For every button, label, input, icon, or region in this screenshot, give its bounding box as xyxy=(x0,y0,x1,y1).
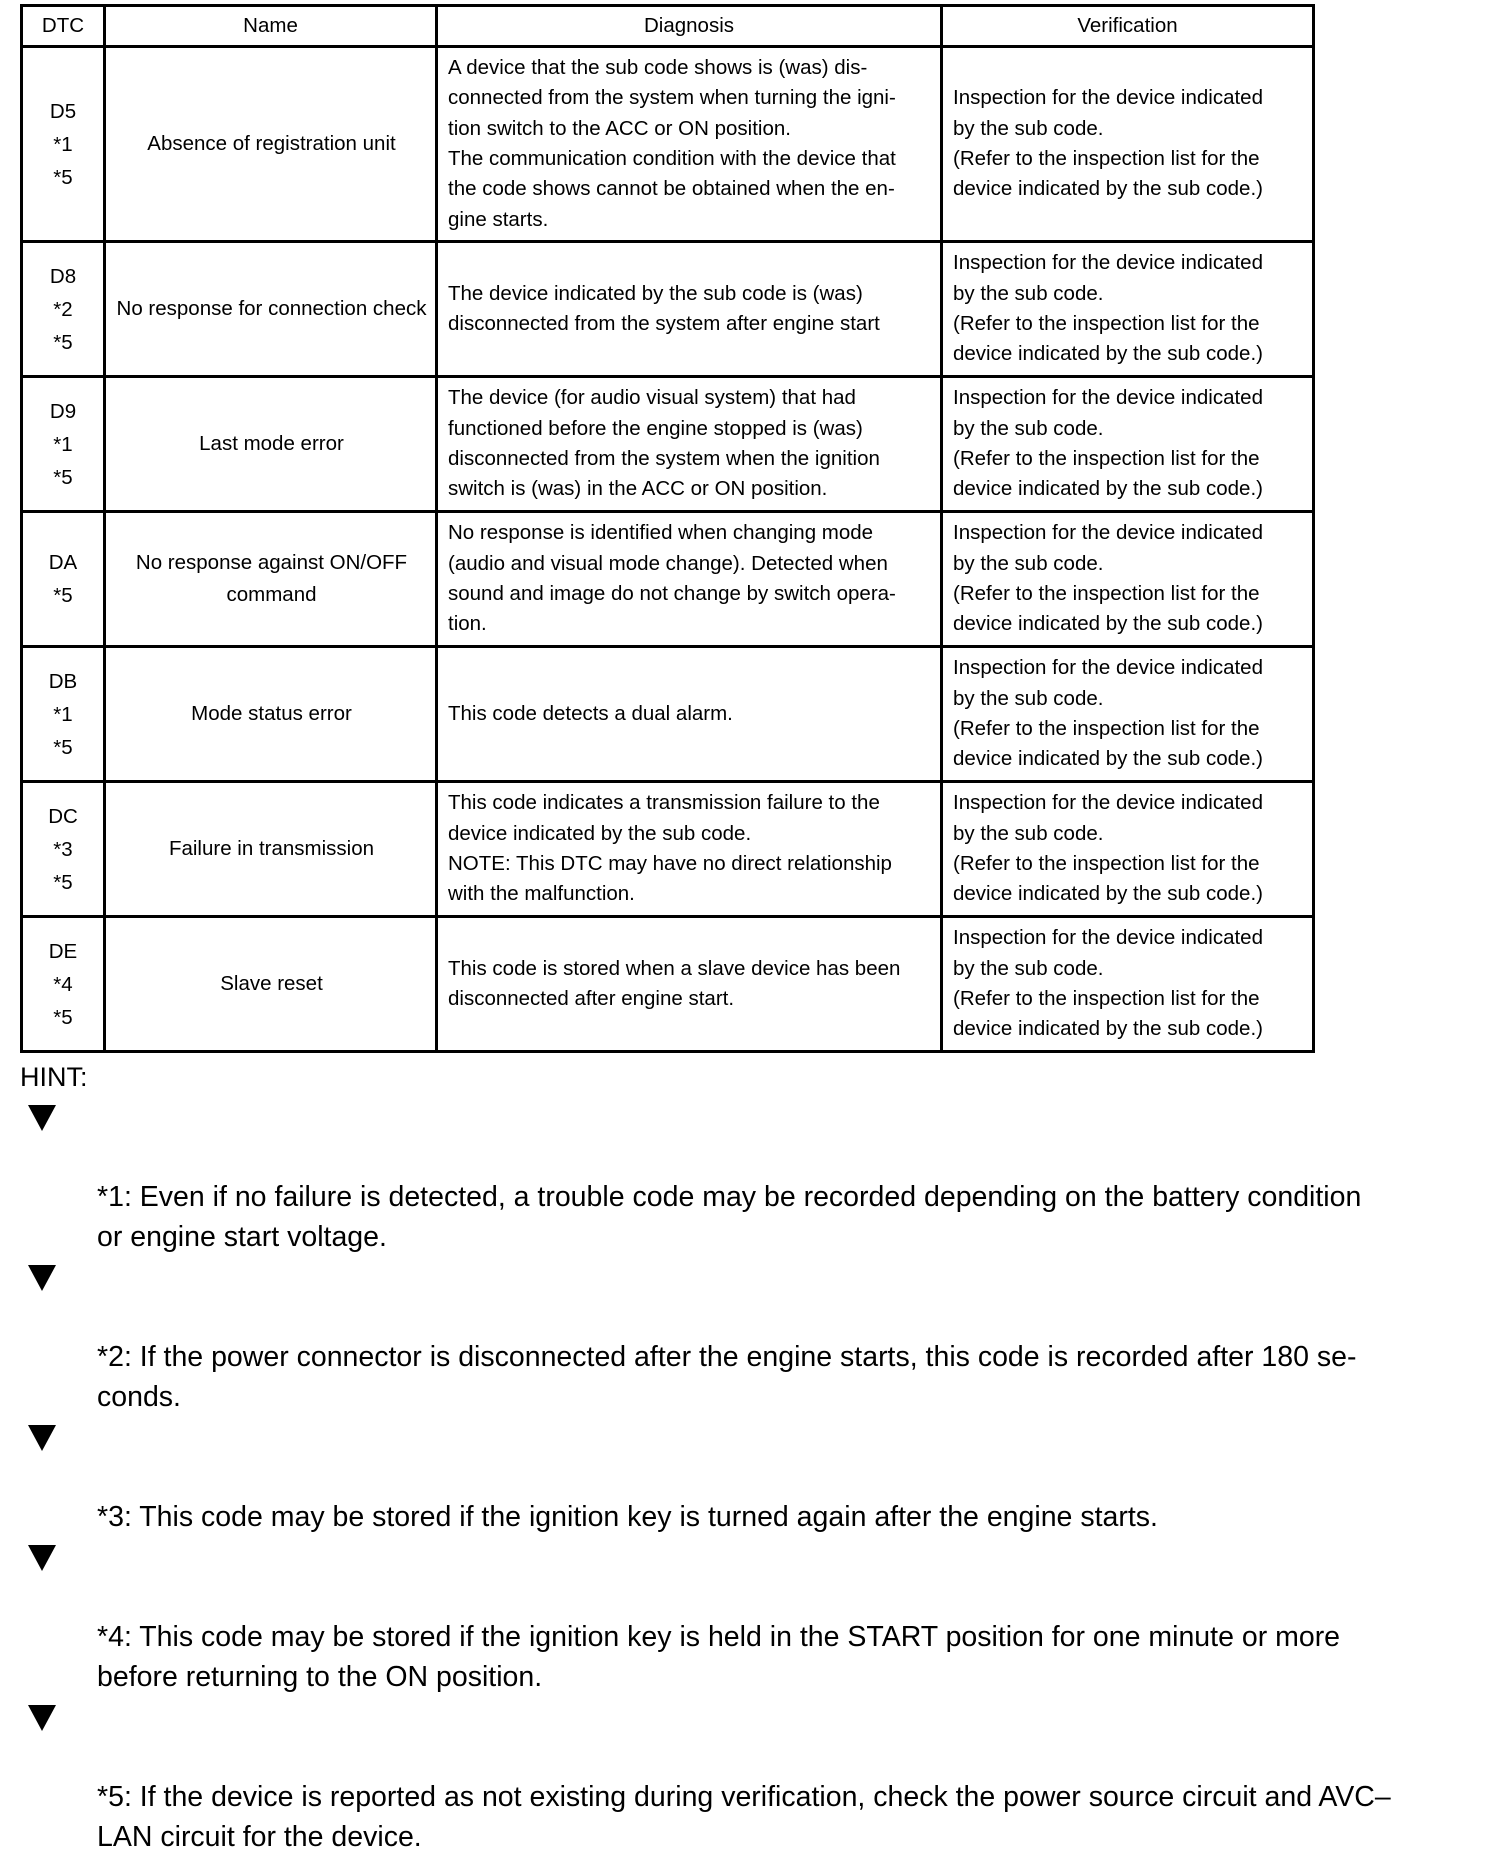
dtc-verification: Inspection for the device indicated by the sub code. (Refer to the inspection list for the device indicated by the sub code.) xyxy=(942,647,1314,782)
hint-item xyxy=(20,1697,1460,1857)
triangle-bullet-icon xyxy=(28,1705,56,1731)
dtc-verification: Inspection for the device indicated by the sub code. (Refer to the inspection list for the device indicated by the sub code.) xyxy=(942,242,1314,377)
table-row xyxy=(22,377,1314,512)
dtc-name: Failure in transmission xyxy=(105,782,437,917)
header-verification: Verification xyxy=(942,6,1314,47)
hint-text: *3: This code may be stored if the ignition key is turned again after the engine starts. xyxy=(97,1501,1158,1533)
table-row xyxy=(22,782,1314,917)
hint-item xyxy=(20,1417,1460,1537)
hint-item xyxy=(20,1257,1460,1417)
table-row xyxy=(22,242,1314,377)
dtc-diagnosis: A device that the sub code shows is (was) dis- connected from the system when turning the igni- tion switch to the ACC or ON position. The communication condition with the device that the code shows cannot be obtained when the en- gine starts. xyxy=(437,47,942,242)
hint-list xyxy=(20,1097,1460,1857)
dtc-code: DC *3 *5 xyxy=(22,782,105,917)
header-dtc: DTC xyxy=(22,6,105,47)
hint-text: *2: If the power connector is disconnected after the engine starts, this code is recorded after 180 se- conds. xyxy=(97,1341,1357,1413)
dtc-code: D8 *2 *5 xyxy=(22,242,105,377)
dtc-verification: Inspection for the device indicated by the sub code. (Refer to the inspection list for the device indicated by the sub code.) xyxy=(942,917,1314,1052)
hint-item xyxy=(20,1097,1460,1257)
dtc-name: Slave reset xyxy=(105,917,437,1052)
dtc-name: No response against ON/OFF command xyxy=(105,512,437,647)
dtc-verification: Inspection for the device indicated by the sub code. (Refer to the inspection list for the device indicated by the sub code.) xyxy=(942,47,1314,242)
dtc-diagnosis: The device (for audio visual system) that had functioned before the engine stopped is (was) disconnected from the system when the ignition switch is (was) in the ACC or ON position. xyxy=(437,377,942,512)
triangle-bullet-icon xyxy=(28,1425,56,1451)
table-row xyxy=(22,917,1314,1052)
hint-title: HINT: xyxy=(20,1062,88,1092)
header-name: Name xyxy=(105,6,437,47)
dtc-code: D9 *1 *5 xyxy=(22,377,105,512)
dtc-name: Mode status error xyxy=(105,647,437,782)
dtc-verification: Inspection for the device indicated by the sub code. (Refer to the inspection list for the device indicated by the sub code.) xyxy=(942,512,1314,647)
dtc-diagnosis: This code detects a dual alarm. xyxy=(437,647,942,782)
table-header-row xyxy=(22,6,1314,47)
dtc-code: DA *5 xyxy=(22,512,105,647)
dtc-code: D5 *1 *5 xyxy=(22,47,105,242)
triangle-bullet-icon xyxy=(28,1545,56,1571)
document-page xyxy=(20,4,1480,1857)
dtc-verification: Inspection for the device indicated by the sub code. (Refer to the inspection list for the device indicated by the sub code.) xyxy=(942,377,1314,512)
dtc-code: DB *1 *5 xyxy=(22,647,105,782)
hint-text: *4: This code may be stored if the ignition key is held in the START position for one minute or more before returning to the ON position. xyxy=(97,1621,1341,1693)
dtc-diagnosis: No response is identified when changing mode (audio and visual mode change). Detected when sound and image do not change by switch opera- tion. xyxy=(437,512,942,647)
dtc-diagnosis: This code is stored when a slave device has been disconnected after engine start. xyxy=(437,917,942,1052)
dtc-code: DE *4 *5 xyxy=(22,917,105,1052)
table-row xyxy=(22,47,1314,242)
triangle-bullet-icon xyxy=(28,1265,56,1291)
dtc-diagnosis: The device indicated by the sub code is (was) disconnected from the system after engine start xyxy=(437,242,942,377)
dtc-diagnosis: This code indicates a transmission failure to the device indicated by the sub code. NOTE: This DTC may have no direct relationship with the malfunction. xyxy=(437,782,942,917)
hint-text: *5: If the device is reported as not existing during verification, check the power source circuit and AVC– LAN circuit for the device. xyxy=(97,1781,1391,1853)
hint-text: *1: Even if no failure is detected, a trouble code may be recorded depending on the battery condition or engine start voltage. xyxy=(97,1181,1362,1253)
dtc-name: Last mode error xyxy=(105,377,437,512)
table-row xyxy=(22,647,1314,782)
dtc-name: No response for connection check xyxy=(105,242,437,377)
dtc-name: Absence of registration unit xyxy=(105,47,437,242)
header-diagnosis: Diagnosis xyxy=(437,6,942,47)
table-row xyxy=(22,512,1314,647)
hint-item xyxy=(20,1537,1460,1697)
dtc-table xyxy=(20,4,1315,1053)
dtc-verification: Inspection for the device indicated by the sub code. (Refer to the inspection list for the device indicated by the sub code.) xyxy=(942,782,1314,917)
triangle-bullet-icon xyxy=(28,1105,56,1131)
